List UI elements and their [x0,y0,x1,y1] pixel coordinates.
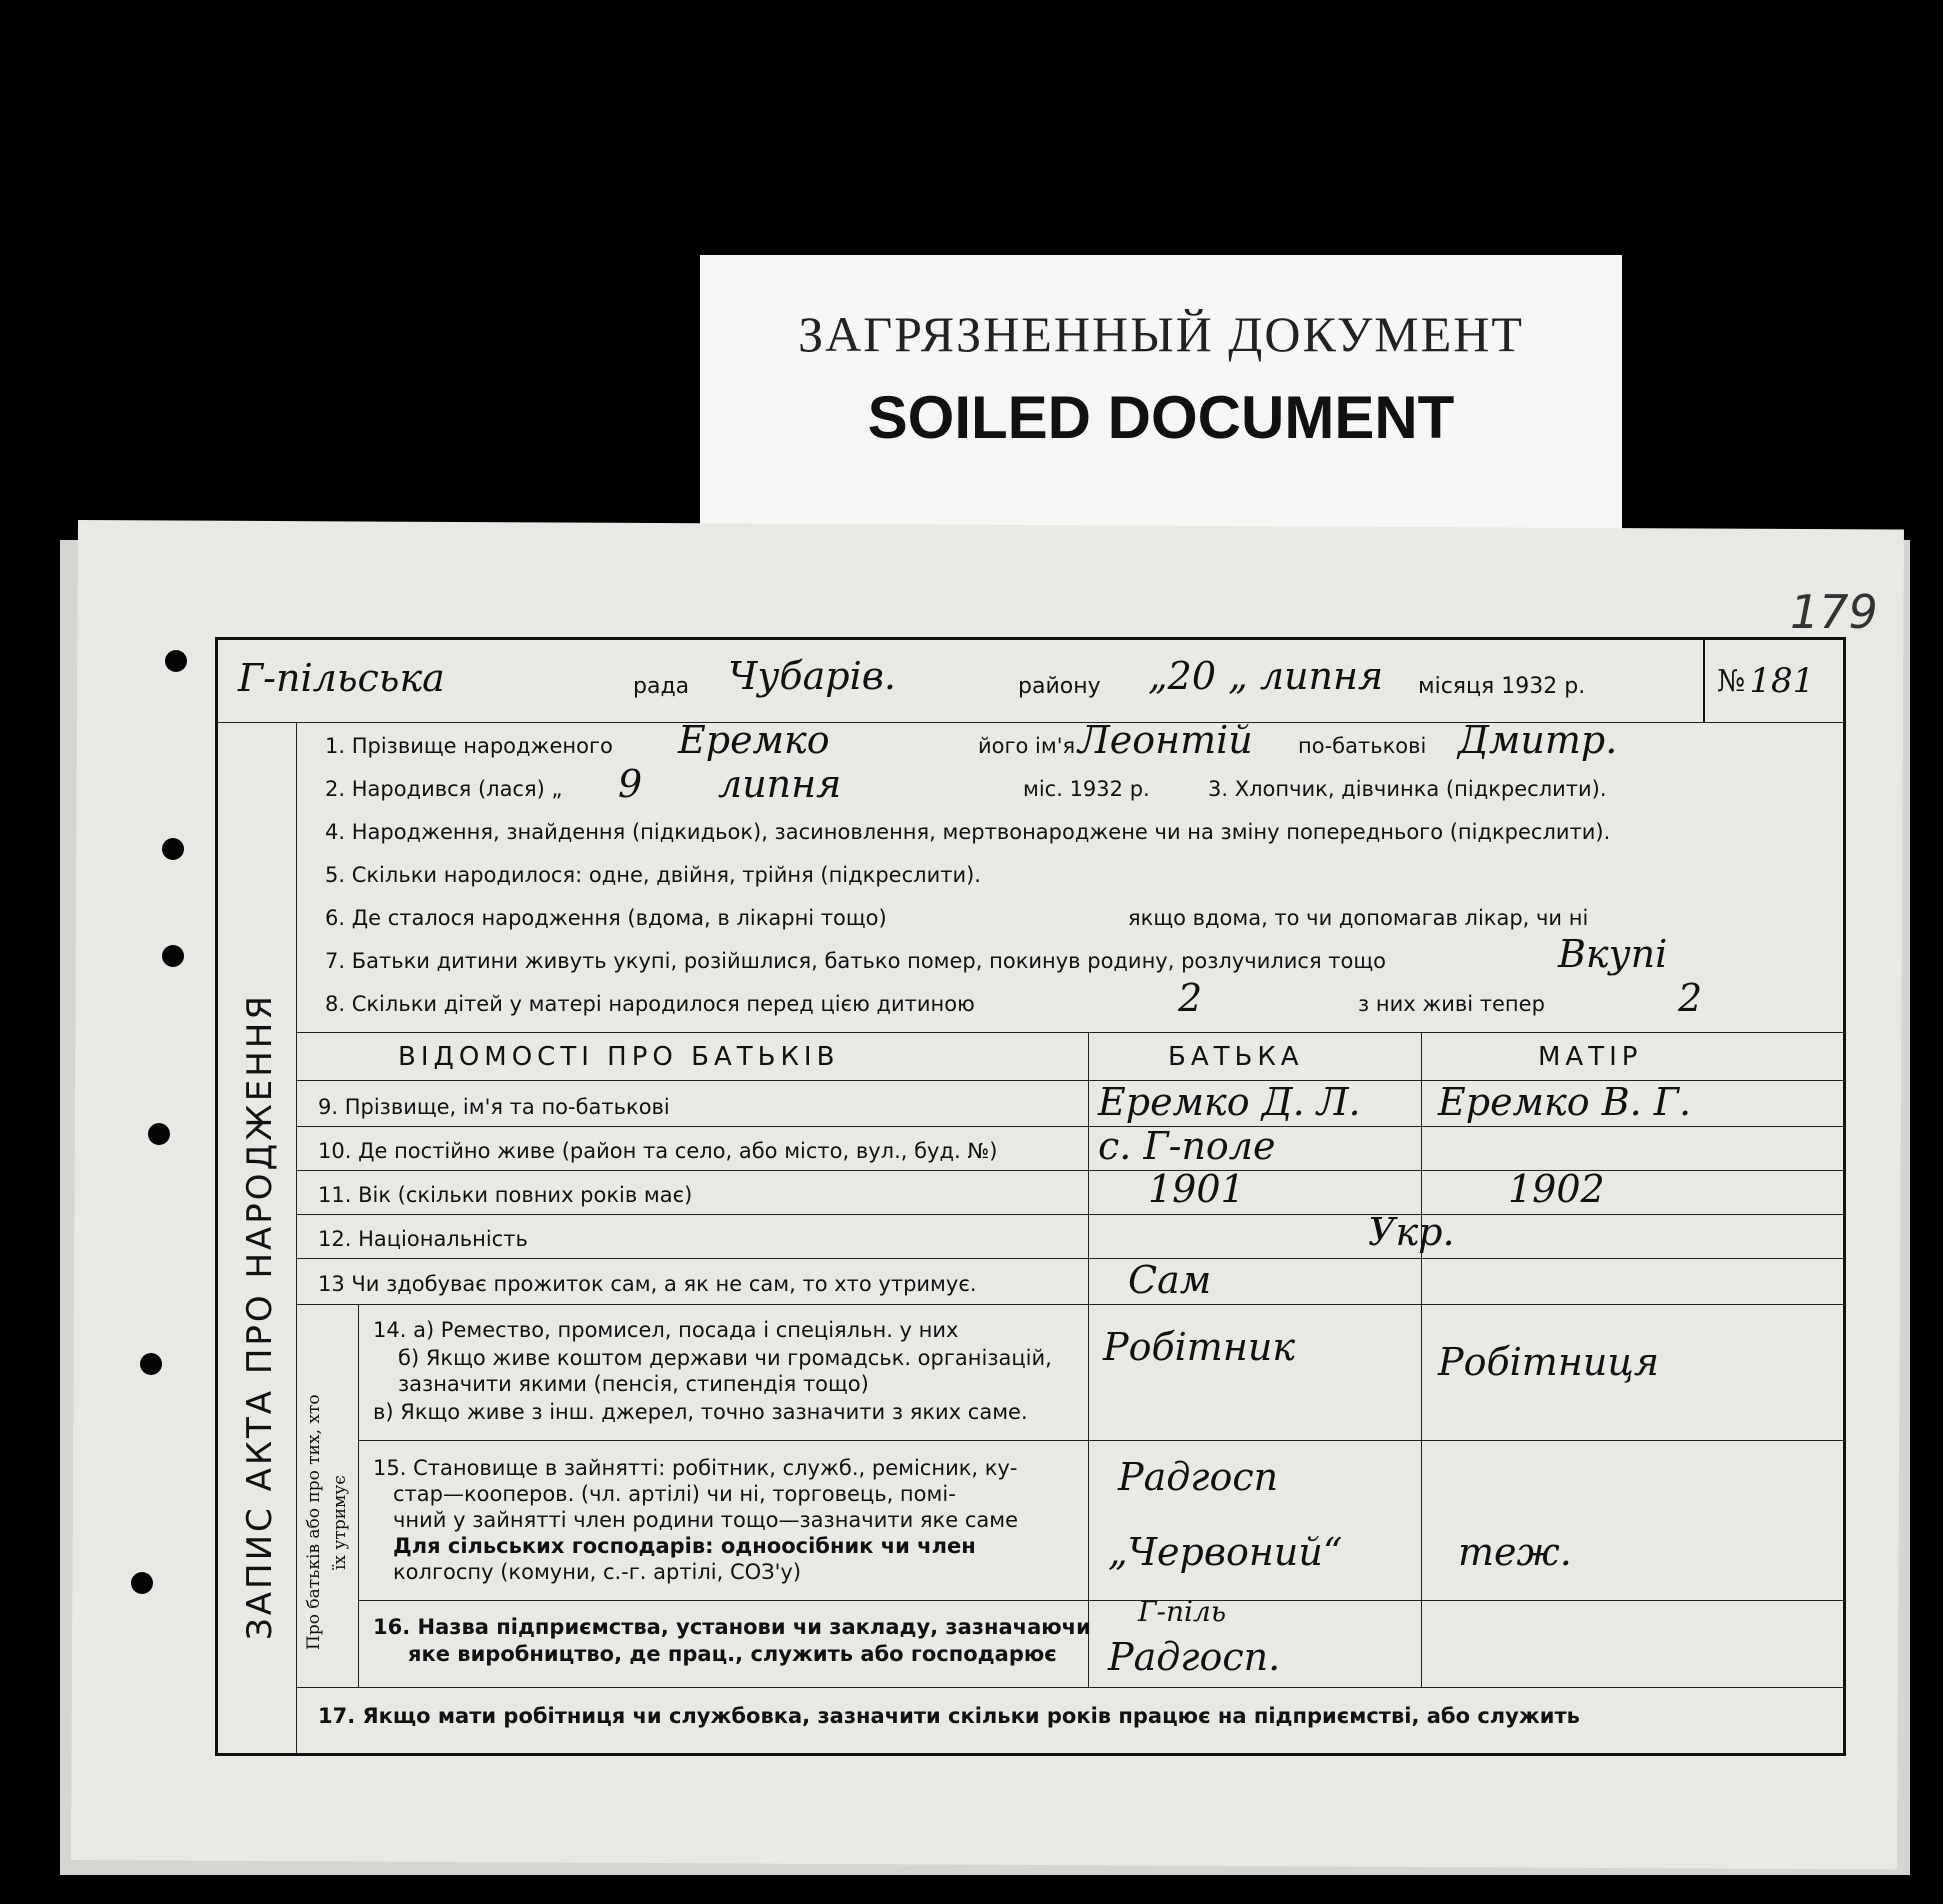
row1-label: 1. Прізвище народженого [325,734,613,758]
side-small-line-2: їх утримує [330,1475,350,1570]
row15-father-1: Радгосп [1118,1455,1279,1499]
row16-father-2: Радгосп. [1108,1635,1281,1679]
row1-surname: Еремко [678,718,830,762]
folio-number: 179 [1790,585,1878,639]
side-divider [296,722,297,1753]
row2-day: 9 [618,762,643,806]
birth-record-form [215,637,1846,1756]
district-handwritten: Чубарів. [728,654,896,698]
number-handwritten: 181 [1749,661,1815,701]
row-divider [296,1170,1843,1171]
punch-hole [140,1353,162,1375]
rada-label: рада [633,674,690,699]
row14-a: 14. а) Ремество, промисел, посада і спеціяльн. у них [373,1318,959,1342]
row8-label: 8. Скільки дітей у матері народилося перед цією дитиною [325,992,975,1016]
council-handwritten: Г-пільська [238,656,445,700]
row11-mother: 1902 [1508,1167,1605,1211]
row17-label: 17. Якщо мати робітниця чи службовка, зазначити скільки років працює на підприємстві, або служить [318,1704,1580,1728]
row13-label: 13 Чи здобуває прожиток сам, а як не сам, то хто утримує. [318,1272,977,1296]
month-year-label: місяця 1932 р. [1418,674,1586,699]
row15-mother: теж. [1458,1530,1572,1574]
subgroup-divider [358,1304,359,1687]
row2-label: 2. Народився (лася) „ [325,777,563,801]
row15-l4: Для сільських господарів: одноосібник чи член [393,1534,976,1558]
row6-tail: якщо вдома, то чи допомагав лікар, чи ні [1128,906,1589,930]
record-number-box [1703,640,1843,722]
mother-col-divider [1421,1032,1422,1687]
row12-value: Укр. [1368,1210,1455,1254]
rows-divider [296,1032,1843,1033]
row8-alive: 2 [1678,976,1703,1020]
row13-father: Сам [1128,1258,1212,1302]
number-label: № [1717,663,1746,699]
row1-name: Леонтій [1078,718,1253,762]
row10-label: 10. Де постійно живе (район та село, або місто, вул., буд. №) [318,1139,998,1163]
side-title: ЗАПИС АКТА ПРО НАРОДЖЕННЯ [240,993,280,1640]
punch-hole [165,650,187,672]
row1-patr-label: по-батькові [1298,734,1427,758]
row-divider [296,1687,1843,1688]
row2-sex: 3. Хлопчик, дівчинка (підкреслити). [1208,777,1607,801]
row15-l3: чний у зайнятті член родини тощо—зазначити яке саме [393,1508,1018,1532]
row11-father: 1901 [1148,1167,1245,1211]
raion-label: району [1018,674,1101,699]
row15-l2: стар—кооперов. (чл. артілі) чи ні, торговець, помі- [393,1482,956,1506]
row6-label: 6. Де сталося народження (вдома, в лікарні тощо) [325,906,887,930]
col-father-header: БАТЬКА [1168,1042,1304,1072]
punch-hole [148,1123,170,1145]
row8-value: 2 [1178,976,1203,1020]
row8-tail: з них живі тепер [1358,992,1545,1016]
col-info-header: ВІДОМОСТІ ПРО БАТЬКІВ [398,1042,840,1072]
row16-l2: яке виробництво, де прац., служить або господарює [408,1642,1057,1666]
col-mother-header: МАТІР [1538,1042,1643,1072]
row5-label: 5. Скільки народилося: одне, двійня, трійня (підкреслити). [325,863,981,887]
row-divider [296,1304,1843,1305]
row2-year: міс. 1932 р. [1023,777,1150,801]
row14-b1: б) Якщо живе коштом держави чи громадськ. організацій, [398,1346,1052,1370]
row14-father: Робітник [1103,1325,1296,1369]
row14-c: в) Якщо живе з інш. джерел, точно зазначити з яких саме. [373,1400,1028,1424]
row14-mother: Робітниця [1438,1340,1660,1384]
punch-hole [162,945,184,967]
row11-label: 11. Вік (скільки повних років має) [318,1183,693,1207]
row2-month: липня [718,762,842,806]
label-english: SOILED DOCUMENT [867,384,1455,451]
punch-hole [131,1572,153,1594]
side-small-line-1: Про батьків або про тих, хто [304,1394,324,1650]
row1-patronymic: Дмитр. [1458,718,1618,762]
row10-father: с. Г-поле [1098,1124,1276,1168]
soiled-document-label [700,255,1622,555]
row7-label: 7. Батьки дитини живуть укупі, розійшлися, батько помер, покинув родину, розлучилися тощо [325,949,1386,973]
row16-father-1: Г-піль [1138,1595,1227,1628]
row16-l1: 16. Назва підприємства, установи чи закладу, зазначаючи [373,1615,1091,1639]
punch-hole [162,838,184,860]
father-col-divider [1088,1032,1089,1687]
row7-value: Вкупі [1558,932,1668,976]
row12-label: 12. Національність [318,1227,528,1251]
row-divider [296,1258,1843,1259]
row-divider [296,1214,1843,1215]
row14-b2: зазначити якими (пенсія, стипендія тощо) [398,1372,869,1396]
row15-l5: колгоспу (комуни, с.-г. артілі, СОЗ'у) [393,1560,802,1584]
row4-label: 4. Народження, знайдення (підкидьок), засиновлення, мертвонароджене чи на зміну попереднього (підкреслити). [325,820,1611,844]
row1-name-label: його ім'я [978,734,1076,758]
row9-father: Еремко Д. Л. [1098,1080,1361,1124]
day-handwritten: „20 „ липня [1148,654,1384,698]
row-divider [358,1440,1843,1441]
row15-father-2: „Червоний“ [1108,1530,1343,1574]
row-divider [296,1126,1843,1127]
row9-label: 9. Прізвище, ім'я та по-батькові [318,1095,670,1119]
row9-mother: Еремко В. Г. [1438,1080,1692,1124]
row15-l1: 15. Становище в зайнятті: робітник, служб., ремісник, ку- [373,1456,1018,1480]
label-russian: ЗАГРЯЗНЕННЫЙ ДОКУМЕНТ [798,306,1524,362]
row-divider [358,1600,1843,1601]
